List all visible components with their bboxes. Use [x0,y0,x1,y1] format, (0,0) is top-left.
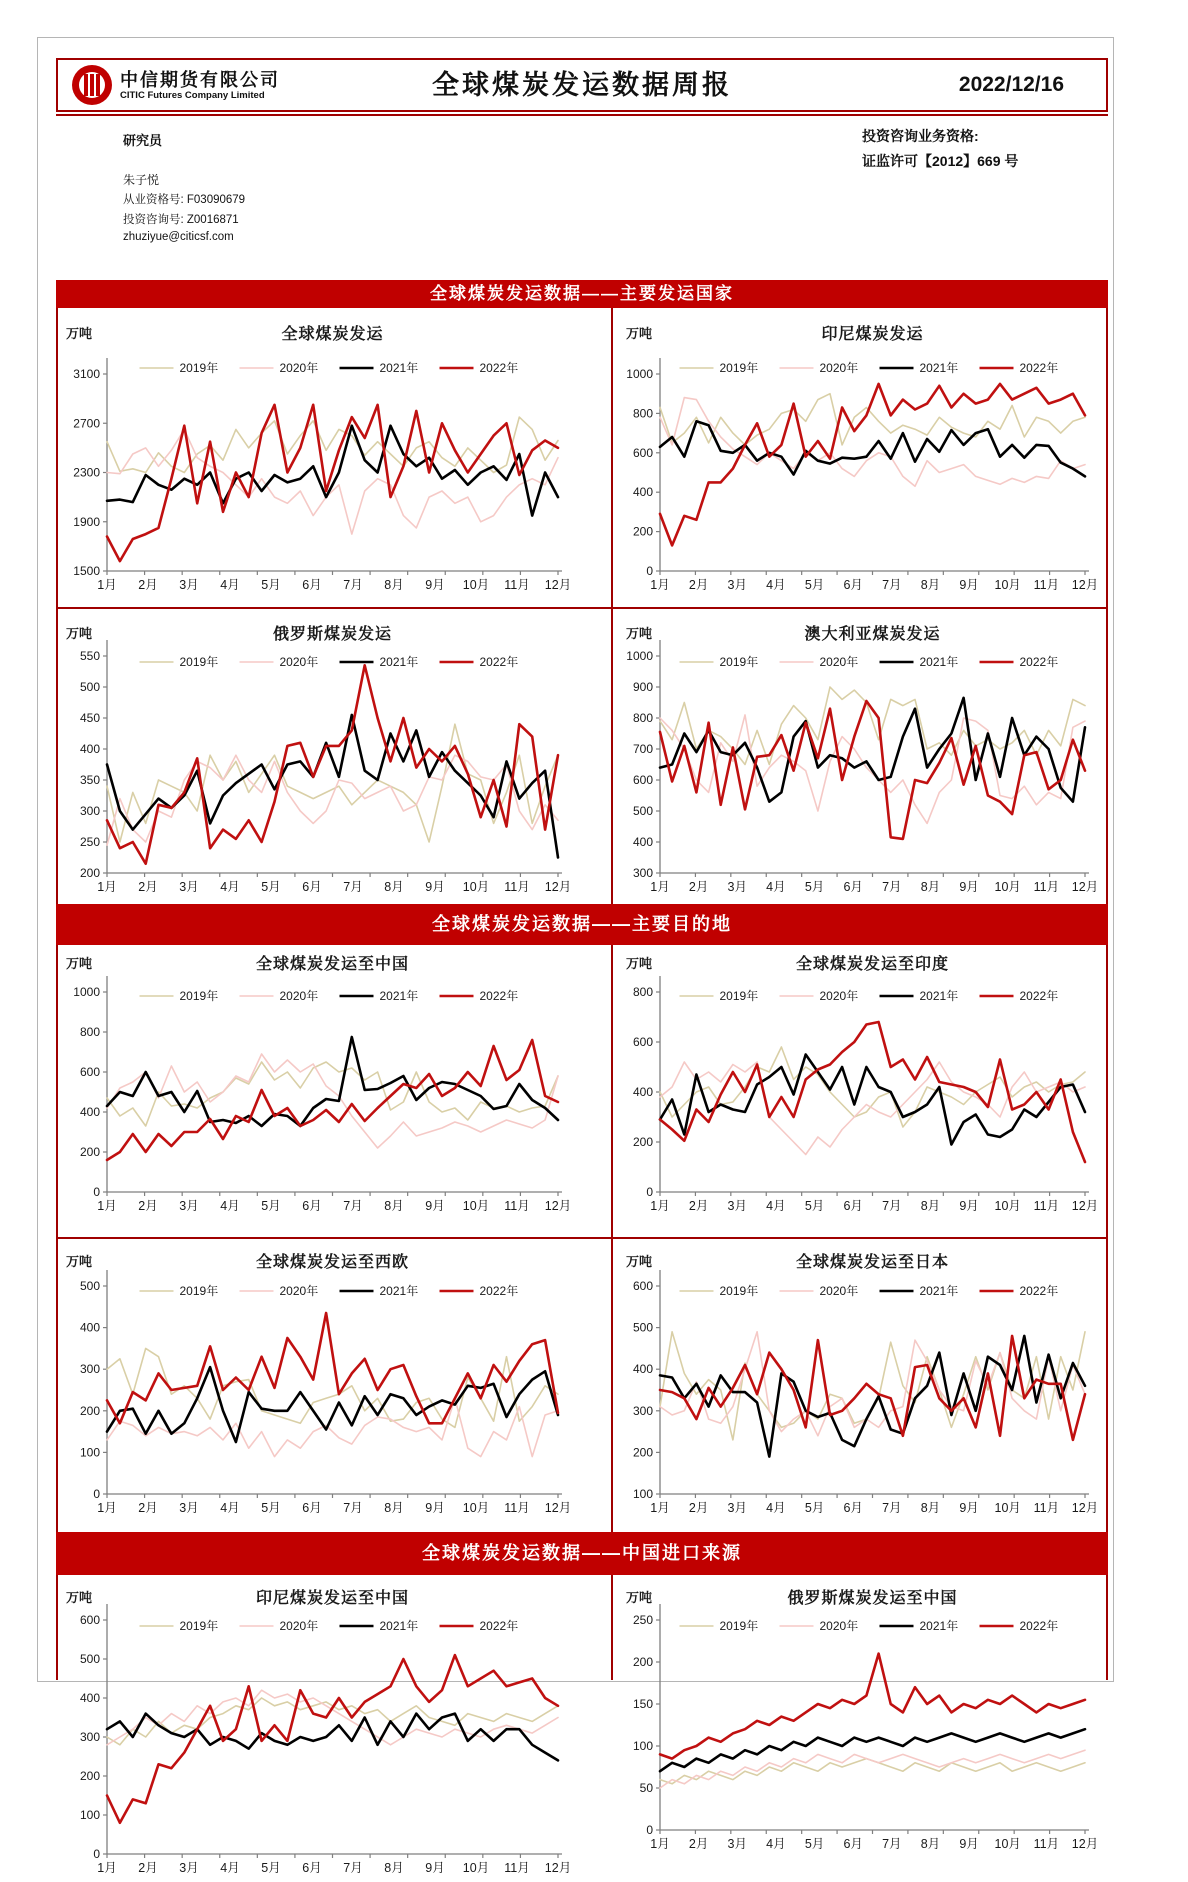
y-tick-label: 0 [93,1487,100,1501]
x-tick-label: 8月 [920,1837,941,1851]
series-line-2021年 [660,1055,1085,1145]
y-tick-label: 500 [79,680,100,694]
y-tick-label: 300 [632,1403,653,1418]
chart-unit-label: 万吨 [66,626,93,641]
legend-label: 2021年 [919,989,959,1003]
x-tick-label: 5月 [261,1501,281,1515]
chart-title: 澳大利亚煤炭发运 [804,626,941,643]
x-tick-label: 5月 [261,578,281,592]
legend-label: 2022年 [479,989,519,1003]
legend-label: 2022年 [479,1619,519,1633]
series-line-2020年 [107,755,558,845]
y-tick-label: 200 [79,866,100,880]
x-tick-label: 2月 [138,1861,158,1875]
y-tick-label: 0 [646,1823,653,1837]
y-tick-label: 600 [632,1279,653,1293]
legend-label: 2022年 [1019,1284,1059,1298]
x-tick-label: 11月 [504,578,530,592]
y-tick-label: 600 [632,445,653,460]
legend-label: 2021年 [919,1284,959,1298]
section-banner-origin-countries: 全球煤炭发运数据——主要发运国家 [56,280,1108,308]
x-tick-label: 6月 [843,1837,863,1851]
y-tick-label: 1500 [73,564,100,578]
y-tick-label: 200 [79,1403,100,1418]
x-tick-label: 1月 [97,578,117,592]
report-date: 2022/12/16 [958,73,1064,96]
y-tick-label: 600 [632,1035,653,1049]
chart-title: 全球煤炭发运至日本 [795,1254,950,1271]
chart-unit-label: 万吨 [626,1254,653,1269]
x-tick-label: 10月 [462,1199,490,1213]
x-tick-label: 3月 [727,1501,747,1515]
y-tick-label: 0 [93,1847,100,1861]
legend-label: 2022年 [1019,361,1059,375]
x-tick-label: 12月 [1071,1199,1099,1213]
x-tick-label: 9月 [959,1199,979,1213]
y-tick-label: 100 [632,1487,653,1501]
section-banner-destinations: 全球煤炭发运数据——主要目的地 [56,904,1108,945]
chart-shipment-to-west-europe [58,1240,610,1530]
x-tick-label: 1月 [97,880,117,894]
x-tick-label: 1月 [650,1199,670,1213]
x-tick-label: 10月 [994,1501,1021,1515]
y-tick-label: 500 [632,804,653,818]
legend-label: 2019年 [179,655,219,669]
x-tick-label: 12月 [544,578,572,592]
chart-svg [614,1577,1106,1877]
chart-indonesia-coal-shipment [614,312,1106,604]
legend-label: 2020年 [279,989,319,1003]
x-tick-label: 4月 [220,880,240,894]
x-tick-label: 4月 [220,1199,240,1213]
x-tick-label: 6月 [302,578,322,592]
x-tick-label: 2月 [688,880,709,894]
chart-unit-label: 万吨 [626,626,653,641]
y-tick-label: 800 [632,406,653,421]
y-tick-label: 200 [632,524,653,539]
header-rule [56,114,1108,116]
x-tick-label: 10月 [462,880,490,894]
x-tick-label: 9月 [425,1861,445,1875]
y-tick-label: 300 [632,866,653,880]
legend-label: 2021年 [379,989,419,1003]
x-tick-label: 11月 [504,1861,530,1875]
x-tick-label: 3月 [179,578,199,592]
x-tick-label: 6月 [302,1861,322,1875]
x-tick-label: 10月 [462,578,490,592]
series-line-2019年 [107,724,558,842]
x-tick-label: 7月 [882,1837,902,1851]
y-tick-label: 250 [79,835,100,849]
x-tick-label: 3月 [727,1199,747,1213]
x-tick-label: 11月 [1033,1501,1060,1515]
y-tick-label: 400 [632,485,653,500]
x-tick-label: 1月 [650,578,670,592]
chart-shipment-to-china [58,948,610,1232]
x-tick-label: 6月 [843,578,863,592]
x-tick-label: 6月 [302,880,322,894]
chart-svg [58,312,610,604]
chart-shipment-to-japan [614,1240,1106,1530]
y-tick-label: 200 [632,1135,653,1149]
x-tick-label: 11月 [504,1199,530,1213]
x-tick-label: 8月 [920,578,941,592]
chart-title: 全球煤炭发运至西欧 [255,1254,410,1271]
y-tick-label: 450 [79,711,100,725]
grid-border-left [56,280,58,1680]
x-tick-label: 5月 [804,1837,825,1851]
x-tick-label: 9月 [425,1501,445,1515]
series-line-2021年 [107,1037,558,1126]
x-tick-label: 9月 [959,880,979,894]
y-tick-label: 400 [79,742,100,756]
x-tick-label: 6月 [843,1501,863,1515]
legend-label: 2022年 [479,655,519,669]
y-tick-label: 100 [632,1739,653,1753]
x-tick-label: 7月 [343,1199,363,1213]
x-tick-label: 4月 [766,1837,786,1851]
x-tick-label: 3月 [179,1199,199,1213]
x-tick-label: 8月 [384,1861,404,1875]
x-tick-label: 7月 [343,578,363,592]
x-tick-label: 7月 [882,1199,902,1213]
y-tick-label: 200 [79,1145,100,1159]
chart-svg [58,612,610,902]
chart-title: 全球煤炭发运至印度 [795,956,950,973]
x-tick-label: 8月 [384,1199,404,1213]
company-name-cn: 中信期货有限公司 [120,69,280,90]
x-tick-label: 4月 [220,1861,240,1875]
y-tick-label: 0 [93,1185,100,1199]
chart-unit-label: 万吨 [626,326,653,341]
chart-title: 俄罗斯煤炭发运 [272,626,393,643]
x-tick-label: 3月 [179,1501,199,1515]
y-tick-label: 2300 [73,465,100,480]
chart-svg [614,948,1106,1232]
x-tick-label: 3月 [727,1837,747,1851]
researcher-qualification-2: 投资咨询号: Z0016871 [123,214,239,226]
x-tick-label: 4月 [220,578,240,592]
chart-shipment-to-india [614,948,1106,1232]
legend-label: 2019年 [719,1619,759,1633]
x-tick-label: 4月 [220,1501,240,1515]
chart-svg [58,1240,610,1530]
y-tick-label: 800 [632,711,653,725]
series-line-2022年 [660,1654,1085,1759]
x-tick-label: 7月 [882,578,902,592]
x-tick-label: 3月 [179,880,199,894]
chart-svg [58,1577,610,1877]
x-tick-label: 10月 [462,1861,490,1875]
chart-unit-label: 万吨 [66,1254,93,1269]
chart-unit-label: 万吨 [66,1590,93,1605]
legend-label: 2019年 [179,989,219,1003]
y-tick-label: 1000 [73,985,100,999]
x-tick-label: 12月 [1071,1837,1099,1851]
x-tick-label: 7月 [343,1861,363,1875]
x-tick-label: 2月 [138,1199,158,1213]
legend-label: 2021年 [919,655,959,669]
legend-label: 2021年 [379,361,419,375]
x-tick-label: 5月 [804,578,825,592]
x-tick-label: 1月 [97,1501,117,1515]
company-name-en: CITIC Futures Company Limited [120,89,265,101]
y-tick-label: 1000 [626,649,653,663]
y-tick-label: 550 [79,649,100,663]
chart-svg [58,948,610,1232]
x-tick-label: 10月 [994,880,1021,894]
x-tick-label: 9月 [959,578,979,592]
x-tick-label: 5月 [261,880,281,894]
legend-label: 2022年 [1019,1619,1059,1633]
x-tick-label: 5月 [261,1199,281,1213]
researcher-qualification-1: 从业资格号: F03090679 [123,194,246,206]
x-tick-label: 12月 [1071,1501,1099,1515]
y-tick-label: 800 [632,985,653,999]
y-tick-label: 300 [79,1730,100,1744]
y-tick-label: 200 [632,1445,653,1460]
chart-unit-label: 万吨 [66,956,93,971]
chart-title: 俄罗斯煤炭发运至中国 [787,1590,958,1607]
x-tick-label: 6月 [843,880,863,894]
legend-label: 2022年 [1019,989,1059,1003]
legend-label: 2019年 [179,1284,219,1298]
y-tick-label: 200 [632,1655,653,1669]
x-tick-label: 5月 [804,1501,825,1515]
x-tick-label: 3月 [727,880,747,894]
y-tick-label: 800 [79,1025,100,1039]
y-tick-label: 1900 [73,514,100,529]
series-line-2020年 [107,429,558,534]
y-tick-label: 600 [79,1613,100,1627]
y-tick-label: 1000 [626,367,653,381]
x-tick-label: 7月 [882,1501,902,1515]
x-tick-label: 10月 [994,1837,1021,1851]
x-tick-label: 4月 [766,578,786,592]
x-tick-label: 6月 [302,1199,322,1213]
x-tick-label: 11月 [1033,1837,1060,1851]
x-tick-label: 2月 [138,880,158,894]
chart-unit-label: 万吨 [626,1590,653,1605]
chart-unit-label: 万吨 [66,326,93,341]
series-line-2020年 [660,398,1085,487]
x-tick-label: 5月 [261,1861,281,1875]
legend-label: 2022年 [1019,655,1059,669]
legend-label: 2020年 [819,361,859,375]
researcher-label: 研究员 [123,133,163,148]
x-tick-label: 5月 [804,1199,825,1213]
legend-label: 2021年 [919,361,959,375]
x-tick-label: 1月 [650,880,670,894]
x-tick-label: 1月 [97,1199,117,1213]
legend-label: 2019年 [719,655,759,669]
legend-label: 2019年 [179,1619,219,1633]
grid-column-divider [611,280,613,1680]
x-tick-label: 7月 [343,1501,363,1515]
x-tick-label: 7月 [882,880,902,894]
x-tick-label: 11月 [504,1501,530,1515]
x-tick-label: 5月 [804,880,825,894]
y-tick-label: 400 [79,1691,100,1705]
chart-russia-coal-shipment [58,612,610,902]
y-tick-label: 250 [632,1613,653,1627]
grid-row-divider-1 [56,607,1108,609]
x-tick-label: 2月 [688,1199,709,1213]
y-tick-label: 50 [639,1781,653,1795]
chart-svg [614,612,1106,902]
y-tick-label: 600 [79,1065,100,1079]
legend-label: 2022年 [479,1284,519,1298]
y-tick-label: 400 [79,1105,100,1119]
x-tick-label: 8月 [384,1501,404,1515]
x-tick-label: 12月 [544,1861,572,1875]
x-tick-label: 11月 [1033,880,1060,894]
x-tick-label: 2月 [138,578,158,592]
series-line-2020年 [107,1398,558,1456]
y-tick-label: 400 [632,835,653,849]
x-tick-label: 2月 [688,1501,709,1515]
x-tick-label: 2月 [688,1837,709,1851]
y-tick-label: 600 [632,773,653,787]
y-tick-label: 500 [79,1652,100,1666]
legend-label: 2020年 [819,989,859,1003]
x-tick-label: 10月 [994,578,1021,592]
chart-title: 印尼煤炭发运至中国 [255,1590,410,1607]
legend-label: 2020年 [279,655,319,669]
series-line-2021年 [660,1729,1085,1771]
y-tick-label: 400 [79,1320,100,1335]
x-tick-label: 9月 [425,578,445,592]
x-tick-label: 10月 [462,1501,490,1515]
x-tick-label: 10月 [994,1199,1021,1213]
x-tick-label: 4月 [766,1501,786,1515]
y-tick-label: 300 [79,1362,100,1377]
chart-russia-to-china [614,1577,1106,1877]
legend-label: 2020年 [819,1619,859,1633]
section-banner-china-import-sources: 全球煤炭发运数据——中国进口来源 [56,1532,1108,1575]
x-tick-label: 9月 [959,1501,979,1515]
x-tick-label: 8月 [920,880,941,894]
x-tick-label: 8月 [384,880,404,894]
x-tick-label: 1月 [650,1837,670,1851]
y-tick-label: 3100 [73,367,100,381]
x-tick-label: 11月 [1033,578,1060,592]
x-tick-label: 1月 [650,1501,670,1515]
y-tick-label: 200 [79,1769,100,1783]
legend-label: 2020年 [279,361,319,375]
y-tick-label: 150 [632,1697,653,1711]
y-tick-label: 500 [632,1320,653,1335]
legend-label: 2021年 [919,1619,959,1633]
legend-label: 2020年 [279,1619,319,1633]
chart-svg [614,312,1106,604]
researcher-name: 朱子悦 [123,173,160,187]
report-title: 全球煤炭发运数据周报 [432,70,732,100]
y-tick-label: 2700 [73,416,100,431]
chart-title: 全球煤炭发运至中国 [255,956,410,973]
legend-label: 2021年 [379,1284,419,1298]
x-tick-label: 12月 [1071,578,1099,592]
y-tick-label: 900 [632,680,653,694]
x-tick-label: 9月 [425,1199,445,1213]
chart-unit-label: 万吨 [626,956,653,971]
series-line-2022年 [660,1022,1085,1162]
x-tick-label: 9月 [425,880,445,894]
x-tick-label: 7月 [343,880,363,894]
chart-title: 印尼煤炭发运 [821,326,924,343]
chart-global-coal-shipment [58,312,610,604]
legend-label: 2021年 [379,655,419,669]
x-tick-label: 8月 [920,1199,941,1213]
chart-title: 全球煤炭发运 [281,326,384,343]
x-tick-label: 11月 [1033,1199,1060,1213]
y-tick-label: 100 [79,1445,100,1460]
x-tick-label: 9月 [959,1837,979,1851]
chart-indonesia-to-china [58,1577,610,1877]
researcher-email: zhuziyue@citicsf.com [123,231,234,243]
x-tick-label: 4月 [766,1199,786,1213]
y-tick-label: 700 [632,742,653,756]
x-tick-label: 3月 [727,578,747,592]
x-tick-label: 12月 [544,1199,572,1213]
x-tick-label: 2月 [138,1501,158,1515]
x-tick-label: 6月 [302,1501,322,1515]
x-tick-label: 8月 [384,578,404,592]
y-tick-label: 500 [79,1279,100,1293]
legend-label: 2020年 [279,1284,319,1298]
legend-label: 2020年 [819,655,859,669]
x-tick-label: 12月 [544,1501,572,1515]
chart-australia-coal-shipment [614,612,1106,902]
chart-svg [614,1240,1106,1530]
license-line-2: 证监许可【2012】669 号 [862,153,1019,169]
y-tick-label: 300 [79,804,100,818]
series-line-2022年 [107,1313,558,1423]
grid-row-divider-2 [56,1237,1108,1239]
legend-label: 2020年 [819,1284,859,1298]
x-tick-label: 1月 [97,1861,117,1875]
report-header [56,58,1108,112]
x-tick-label: 12月 [544,880,572,894]
legend-label: 2019年 [719,1284,759,1298]
legend-label: 2019年 [719,989,759,1003]
x-tick-label: 3月 [179,1861,199,1875]
legend-label: 2019年 [719,361,759,375]
x-tick-label: 8月 [920,1501,941,1515]
x-tick-label: 12月 [1071,880,1099,894]
y-tick-label: 350 [79,773,100,787]
x-tick-label: 6月 [843,1199,863,1213]
license-line-1: 投资咨询业务资格: [862,128,979,144]
series-line-2022年 [107,665,558,863]
grid-border-right [1106,280,1108,1680]
y-tick-label: 0 [646,564,653,578]
x-tick-label: 4月 [766,880,786,894]
y-tick-label: 400 [632,1362,653,1377]
y-tick-label: 400 [632,1085,653,1099]
x-tick-label: 11月 [504,880,530,894]
legend-label: 2022年 [479,361,519,375]
y-tick-label: 100 [79,1808,100,1822]
y-tick-label: 0 [646,1185,653,1199]
x-tick-label: 2月 [688,578,709,592]
legend-label: 2021年 [379,1619,419,1633]
legend-label: 2019年 [179,361,219,375]
series-line-2022年 [660,384,1085,546]
